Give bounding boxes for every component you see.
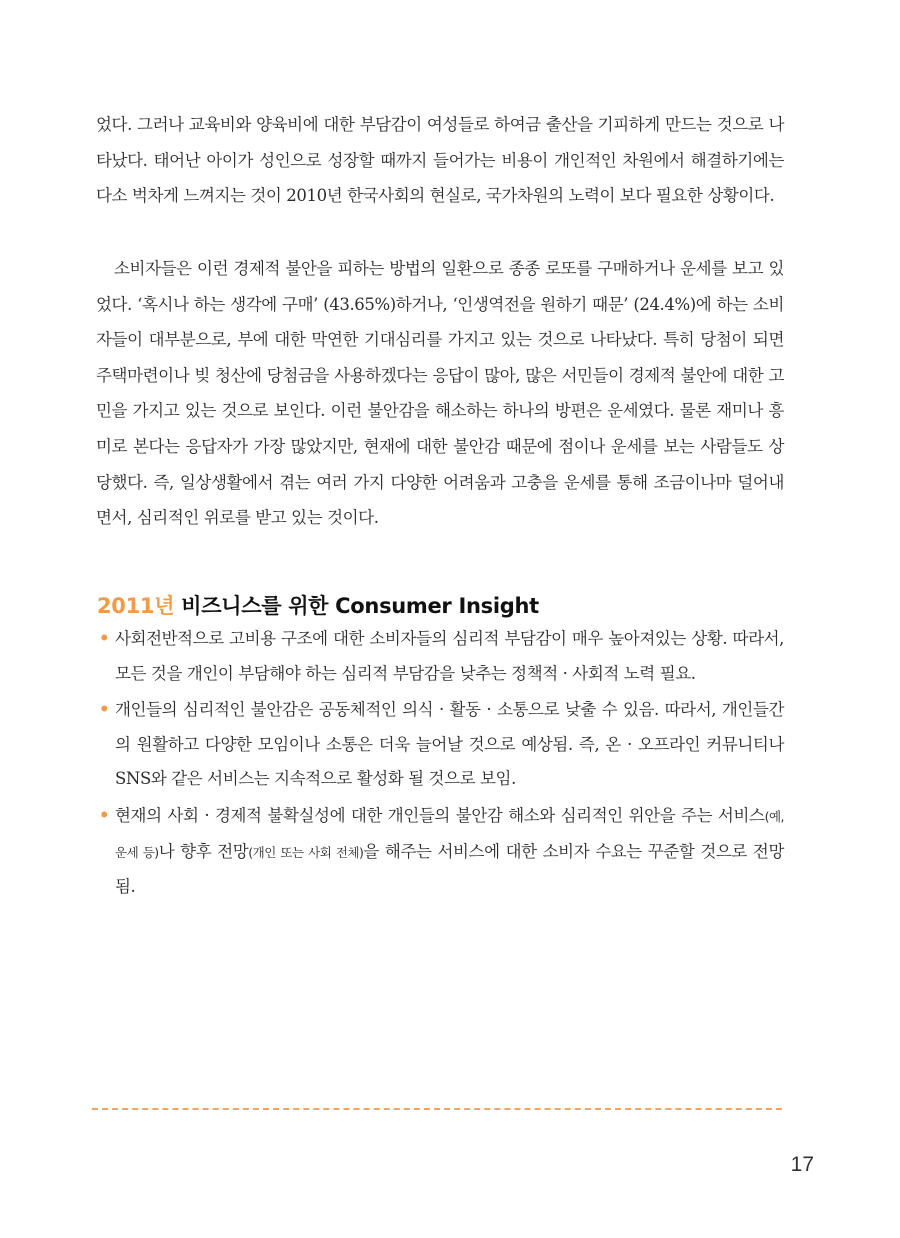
dashed-divider bbox=[92, 1108, 782, 1110]
insight-item-text: 현재의 사회 · 경제적 불확실성에 대한 개인들의 불안감 해소와 심리적인 위안을 주는 서비스 bbox=[115, 805, 765, 825]
insight-item-text: 개인들의 심리적인 불안감은 공동체적인 의식 · 활동 · 소통으로 낮출 수 있음. 따라서, 개인들간의 원활하고 다양한 모임이나 소통은 더욱 늘어날 것으로 예상됨. 즉, 온 · 오프라인 커뮤니티나 SNS와 같은 서비스는 지속적으로 활성화 될 것으로 보임. bbox=[115, 700, 784, 789]
bullet-icon: • bbox=[99, 805, 110, 825]
body-paragraph-2: 소비자들은 이런 경제적 불안을 피하는 방법의 일환으로 종종 로또를 구매하거나 운세를 보고 있었다. ‘혹시나 하는 생각에 구매’ (43.65%)하거나, ‘인생역전을 원하기 때문’ (24.4%)에 하는 소비자들이 대부분으로, 부에 대한 막연한 기대심리를 가지고 있는 것으로 나타났다. 특히 당첨이 되면 주택마련이나 빚 청산에 당첨금을 사용하겠다는 응답이 많아, 많은 서민들이 경제적 불안에 대한 고민을 가지고 있는 것으로 보인다. 이런 불안감을 해소하는 하나의 방편은 운세였다. 물론 재미나 흥미로 본다는 응답자가 가장 많았지만, 현재에 대한 불안감 때문에 점이나 운세를 보는 사람들도 상당했다. 즉, 일상생활에서 겪는 여러 가지 다양한 어려움과 고충을 운세를 통해 조금이나마 덜어내면서, 심리적인 위로를 받고 있는 것이다. bbox=[96, 259, 784, 528]
insight-item-note: (예, 운세 등) bbox=[115, 808, 784, 860]
insight-item bbox=[97, 622, 784, 691]
insight-title: 비즈니스를 위한 Consumer Insight bbox=[181, 594, 539, 618]
bullet-icon: • bbox=[99, 629, 110, 648]
insight-item-text: 사회전반적으로 고비용 구조에 대한 소비자들의 심리적 부담감이 매우 높아져있는 상황. 따라서, 모든 것을 개인이 부담해야 하는 심리적 부담감을 낮추는 정책적 · 사회적 노력 필요. bbox=[115, 629, 784, 683]
insight-heading bbox=[97, 590, 539, 620]
insight-item-text: 을 해주는 서비스에 대한 소비자 수요는 꾸준할 것으로 전망됨. bbox=[115, 841, 784, 897]
insight-item-note: (개인 또는 사회 전체) bbox=[248, 844, 364, 860]
insight-item bbox=[97, 693, 784, 797]
body-paragraph-1: 었다. 그러나 교육비와 양육비에 대한 부담감이 여성들로 하여금 출산을 기피하게 만드는 것으로 나타났다. 태어난 아이가 성인으로 성장할 때까지 들어가는 비용이 개인적인 차원에서 해결하기에는 다소 벅차게 느껴지는 것이 2010년 한국사회의 현실로, 국가차원의 노력이 보다 필요한 상황이다. bbox=[96, 115, 784, 206]
insight-item bbox=[97, 799, 784, 905]
insight-year: 2011년 bbox=[97, 594, 175, 618]
bullet-icon: • bbox=[99, 700, 110, 720]
insight-list bbox=[97, 622, 784, 907]
insight-item-text: 나 향후 전망 bbox=[158, 841, 249, 861]
page-number: 17 bbox=[790, 1153, 814, 1176]
